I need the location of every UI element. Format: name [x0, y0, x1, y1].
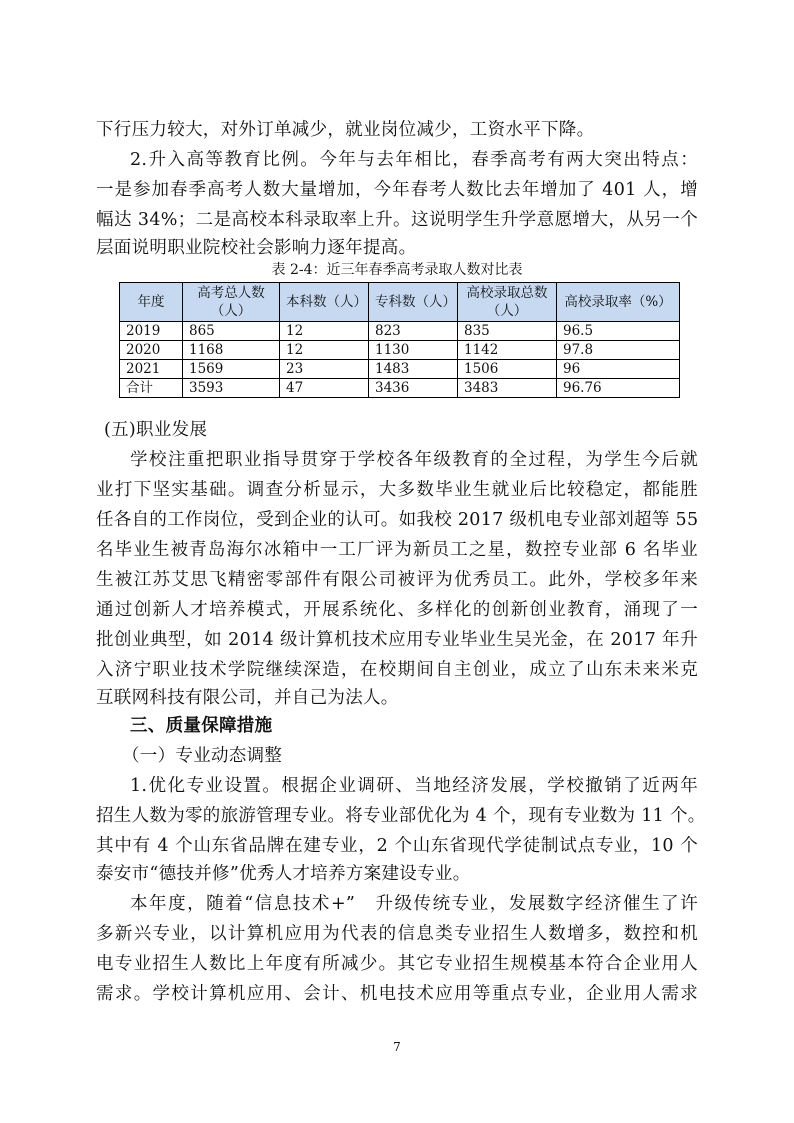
table-cell: 865 — [183, 322, 280, 341]
table-cell: 1168 — [183, 341, 280, 360]
paragraph-line: 电专业招生人数比上年度有所减少。其它专业招生规模基本符合企业用人 — [96, 954, 698, 974]
subsection-heading: （一）专业动态调整 — [122, 746, 283, 766]
table-cell: 823 — [369, 322, 458, 341]
table-cell: 2019 — [120, 322, 183, 341]
table-cell: 1142 — [458, 341, 557, 360]
table-row — [120, 322, 680, 341]
section-heading: 三、质量保障措施 — [130, 716, 273, 736]
table-cell: 1506 — [458, 360, 557, 379]
table-row — [120, 360, 680, 379]
table-cell: 835 — [458, 322, 557, 341]
paragraph-line: 业打下坚实基础。调查分析显示，大多数毕业生就业后比较稳定，都能胜 — [96, 480, 698, 500]
admission-table — [119, 282, 680, 398]
table-cell: 97.8 — [557, 341, 680, 360]
paragraph-line: 多新兴专业，以计算机应用为代表的信息类专业招生人数增多，数控和机 — [96, 924, 698, 944]
table-cell: 2020 — [120, 341, 183, 360]
paragraph-line: 入济宁职业技术学院继续深造，在校期间自主创业，成立了山东未来米克 — [96, 660, 698, 680]
paragraph-line: 生被江苏艾思飞精密零部件有限公司被评为优秀员工。此外，学校多年来 — [96, 570, 698, 590]
column-header: 高考总人数（人） — [183, 283, 280, 322]
paragraph-line: 泰安市“德技并修”优秀人才培养方案建设专业。 — [96, 864, 471, 884]
table-cell: 1483 — [369, 360, 458, 379]
table-cell: 12 — [280, 341, 369, 360]
paragraph-line: 需求。学校计算机应用、会计、机电技术应用等重点专业，企业用人需求 — [96, 984, 698, 1004]
table-cell: 47 — [280, 379, 369, 398]
table-row — [120, 379, 680, 398]
table-cell: 1569 — [183, 360, 280, 379]
table-cell: 96 — [557, 360, 680, 379]
column-header: 高校录取总数（人） — [458, 283, 557, 322]
table-cell: 96.76 — [557, 379, 680, 398]
paragraph-line: 名毕业生被青岛海尔冰箱中一工厂评为新员工之星，数控专业部 6 名毕业 — [96, 540, 698, 560]
column-header: 本科数（人） — [280, 283, 369, 322]
paragraph-line: 任各自的工作岗位，受到企业的认可。如我校 2017 级机电专业部刘超等 55 — [96, 510, 699, 530]
table-cell: 3593 — [183, 379, 280, 398]
table-row — [120, 341, 680, 360]
column-header: 高校录取率（%） — [557, 283, 680, 322]
table-cell: 合计 — [120, 379, 183, 398]
paragraph-line: 一是参加春季高考人数大量增加，今年春考人数比去年增加了 401 人，增 — [96, 180, 698, 200]
page-number: 7 — [393, 1040, 401, 1054]
paragraph-line: 下行压力较大，对外订单减少，就业岗位减少，工资水平下降。 — [96, 120, 595, 140]
paragraph-line: 1.优化专业设置。根据企业调研、当地经济发展，学校撤销了近两年 — [130, 776, 698, 796]
paragraph-line: 本年度，随着“信息技术+” 升级传统专业，发展数字经济催生了许 — [130, 894, 698, 914]
paragraph-line: 批创业典型，如 2014 级计算机技术应用专业毕业生吴光金，在 2017 年升 — [96, 630, 698, 650]
paragraph-line: 通过创新人才培养模式，开展系统化、多样化的创新创业教育，涌现了一 — [96, 600, 698, 620]
table-caption: 表 2-4：近三年春季高考录取人数对比表 — [271, 262, 523, 278]
table-header-row — [120, 283, 680, 322]
paragraph-line: 学校注重把职业指导贯穿于学校各年级教育的全过程，为学生今后就 — [130, 450, 698, 470]
section-heading: (五)职业发展 — [104, 420, 208, 440]
table-cell: 1130 — [369, 341, 458, 360]
paragraph-line: 幅达 34%；二是高校本科录取率上升。这说明学生升学意愿增大，从另一个 — [96, 210, 698, 230]
table-cell: 23 — [280, 360, 369, 379]
table-cell: 96.5 — [557, 322, 680, 341]
column-header: 年度 — [120, 283, 183, 322]
paragraph-line: 层面说明职业院校社会影响力逐年提高。 — [96, 238, 417, 258]
paragraph-line: 招生人数为零的旅游管理专业。将专业部优化为 4 个，现有专业数为 11 个。 — [96, 806, 706, 826]
table-cell: 12 — [280, 322, 369, 341]
table-cell: 3436 — [369, 379, 458, 398]
paragraph-line: 互联网科技有限公司，并自己为法人。 — [96, 688, 399, 708]
paragraph-line: 2.升入高等教育比例。今年与去年相比，春季高考有两大突出特点： — [130, 150, 698, 170]
table-cell: 2021 — [120, 360, 183, 379]
table-cell: 3483 — [458, 379, 557, 398]
paragraph-line: 其中有 4 个山东省品牌在建专业，2 个山东省现代学徒制试点专业，10 个 — [96, 836, 698, 856]
column-header: 专科数（人） — [369, 283, 458, 322]
